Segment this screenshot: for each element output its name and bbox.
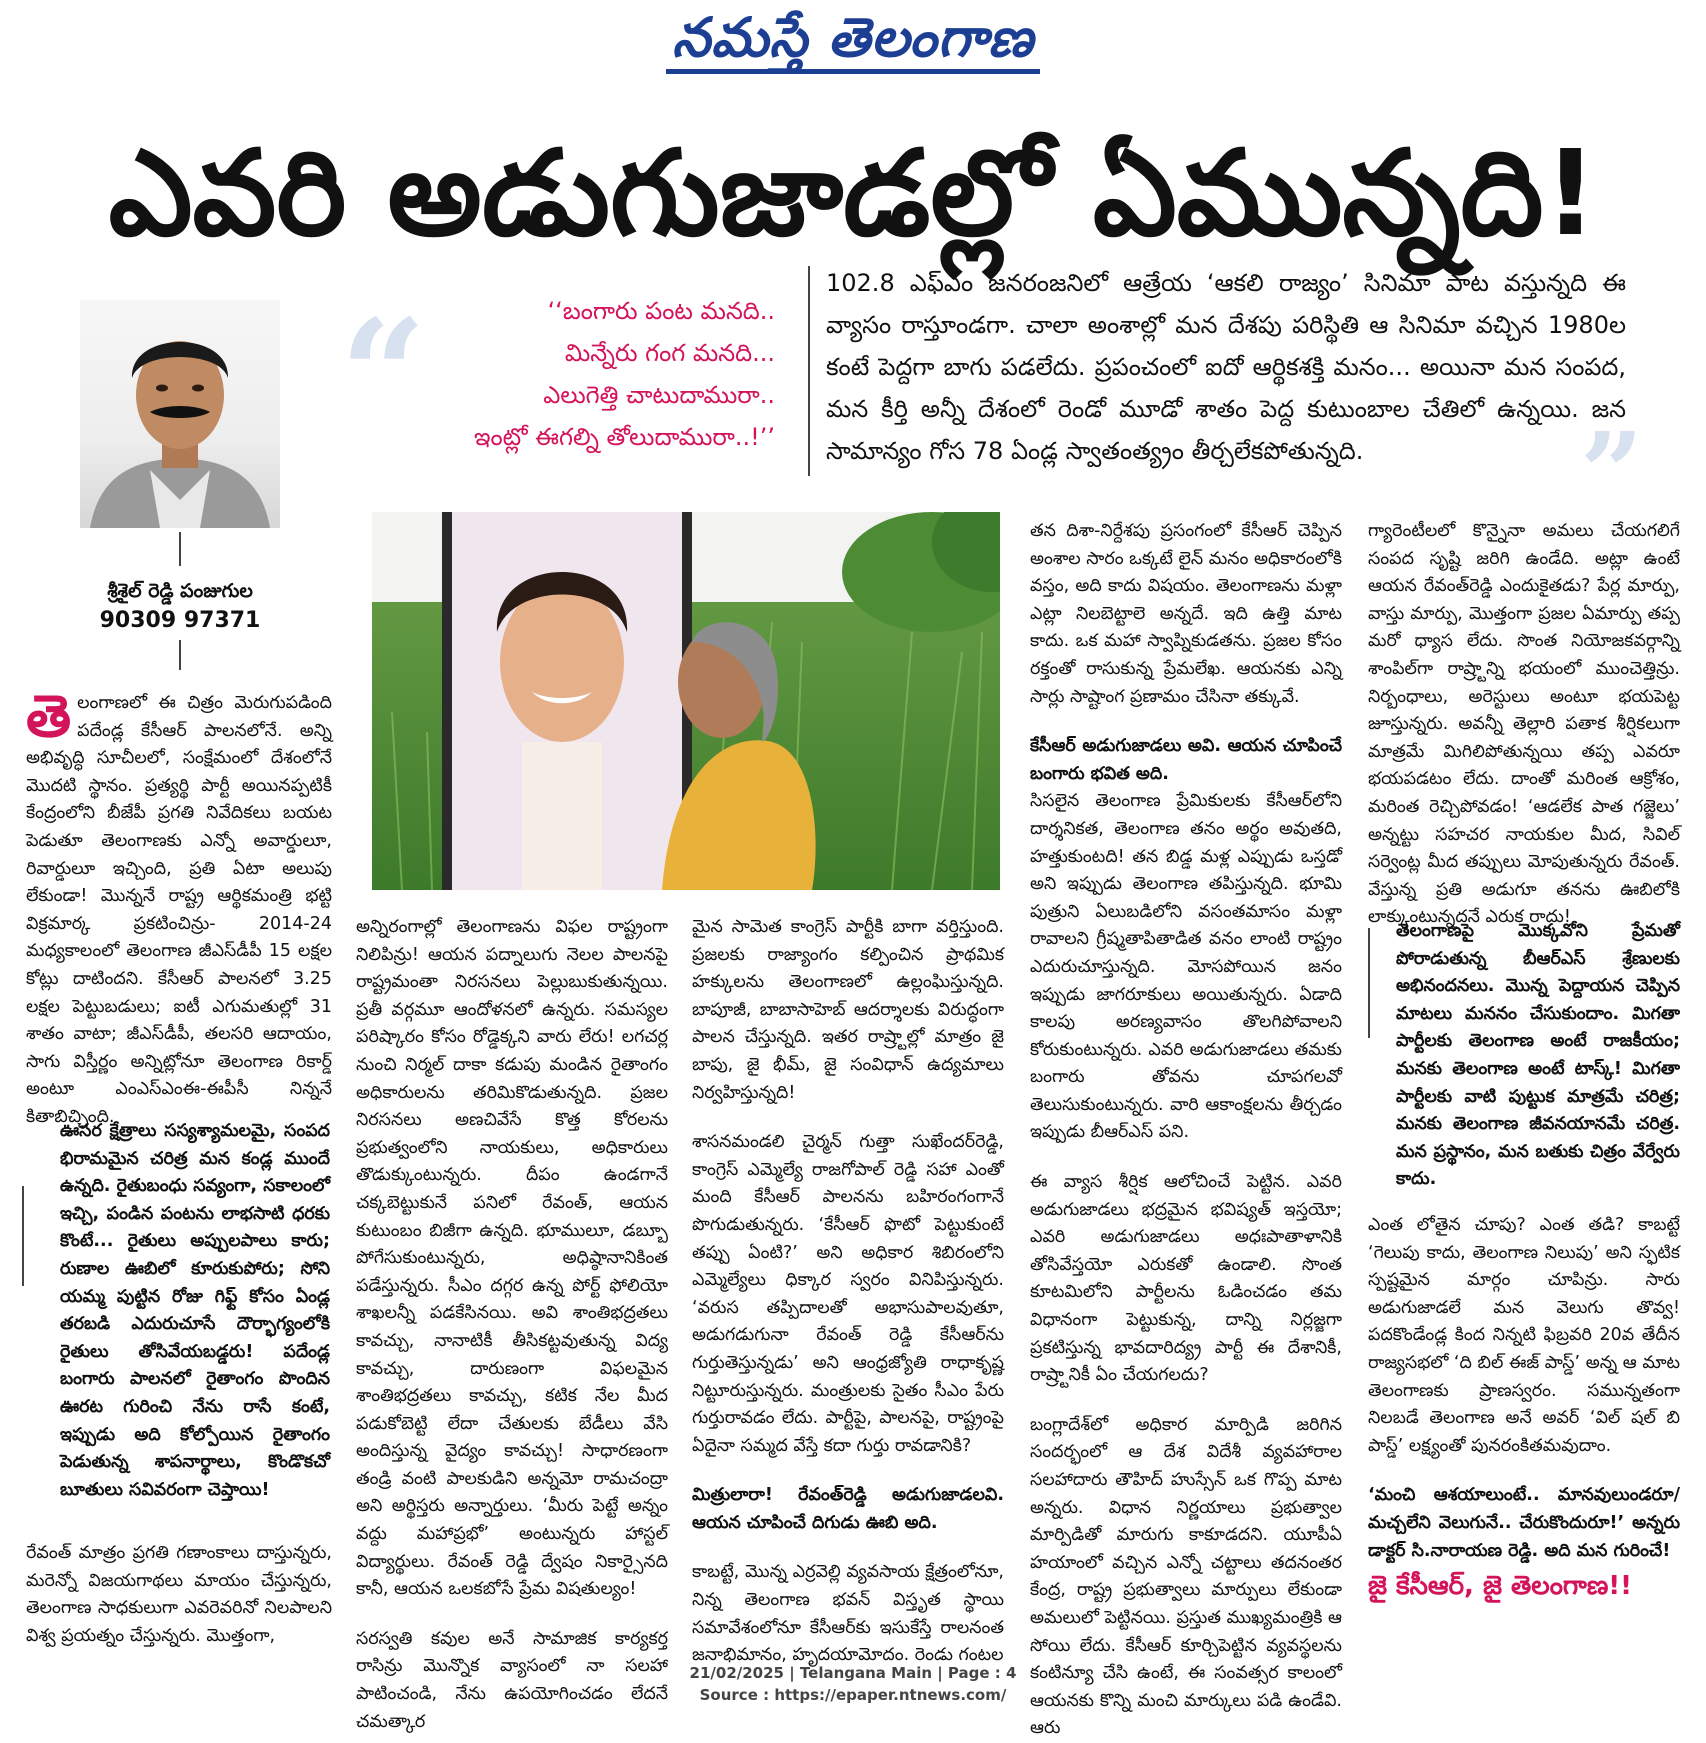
paragraph: కాబట్టే, మొన్న ఎర్రవెల్లి వ్యవసాయ క్షేత్రంలోనూ, నిన్న తెలంగాణ భవన్ విస్తృత స్థాయి సమావేశంలోనూ కేసీఆర్‌కు ఇసుకేస్తే రాలనంత జనాభిమానం, హృదయామోదం. రెండు గంటల [692, 1562, 1004, 1666]
paragraph: సిసలైన తెలంగాణ ప్రేమికులకు కేసీఆర్‌లోని దార్శనికత, తెలంగాణ తనం అర్థం అవుతది, హత్తుకుంటది! తన బిడ్డ మళ్ల ఎప్పుడు ఒస్తడో అని ఇప్పుడు తెలంగాణ తపిస్తున్నది. భూమి పుత్రుని ఏలుబడిలోని వసంతమాసం మళ్లా రావాలని గ్రీష్మతాపితాడిత వనం లాంటి రాష్ట్రం ఎదురుచూస్తున్నది. మోసపోయిన జనం ఇప్పుడు జాగరూకులు అయితున్నరు. ఏడాది కాలపు అరణ్యవాసం తొలగిపోవాలని కోరుకుంటున్నరు. ఎవరి అడుగుజాడలు తమకు బంగారు తోవను చూపగలవో తెలుసుకుంటున్నరు. వారి ఆకాంక్షలను తీర్చడం ఇప్పుడు బీఆర్‌ఎస్ పని. [1030, 791, 1342, 1143]
column-2 [356, 914, 668, 1736]
column-3 [692, 914, 1004, 1670]
pull-quote-poem [440, 290, 775, 458]
column-1-continued [26, 1540, 332, 1650]
paragraph: మైన సామెత కాంగ్రెస్ పార్టీకి బాగా వర్తిస్తుంది. ప్రజలకు రాజ్యాంగం కల్పించిన ప్రాథమిక హక్కులను తెలంగాణలో ఉల్లంఘిస్తున్నది. బాపూజీ, బాబాసాహెబ్ ఆదర్శాలకు విరుద్ధంగా పాలన చేస్తున్నది. ఇతర రాష్ర్టాల్లో మాత్రం జై బాపు, జై భీమ్, జై సంవిధాన్ ఉద్యమాలు నిర్వహిస్తున్నది! [692, 917, 1004, 1103]
author-portrait-icon [80, 300, 280, 528]
divider [179, 640, 181, 670]
column-1 [26, 682, 332, 1132]
paragraph: సరస్వతి కవుల అనే సామాజిక కార్యకర్త రాసిన్రు మొన్నొక వ్యాసంలో నా సలహా పాటించండి, నేను ఉపయోగించడం లేదనే చమత్కార [356, 1628, 668, 1732]
paragraph: అన్నిరంగాల్లో తెలంగాణను విఫల రాష్ట్రంగా నిలిపిన్రు! ఆయన పద్నాలుగు నెలల పాలనపై రాష్ట్రమంతా నిరసనలు పెల్లుబుకుతున్నయి. ప్రతీ వర్గమూ ఆందోళనలో ఉన్నరు. సమస్యల పరిష్కారం కోసం రోడ్డెక్కని వారు లేరు! లగచర్ల నుంచి నిర్మల్ దాకా కడుపు మండిన రైతాంగం అధికారులను తరిమికొడుతున్నది. ప్రజల నిరసనలు అణచివేసే కొత్త కోరలను ప్రభుత్వంలోని నాయకులు, అధికారులు తొడుక్కుంటున్నరు. దీపం ఉండగానే చక్కబెట్టుకునే పనిలో రేవంత్, ఆయన కుటుంబం బిజీగా ఉన్నది. భూములూ, డబ్బూ పోగేసుకుంటున్నరు, అధిష్ఠానానికింత పడేస్తున్నరు. సీఎం దగ్గర ఉన్న పోర్ట్ ఫోలియో శాఖలన్నీ పడకేసినయి. అవి శాంతిభద్రతలు కావచ్చు, నానాటికీ తీసికట్టవుతున్న విద్య కావచ్చు, దారుణంగా విఫలమైన శాంతిభద్రతలు కావచ్చు, కటిక నేల మీద పడుకోబెట్టి లేదా చేతులకు బేడీలు వేసి అందిస్తున్న వైద్యం కావచ్చు! సాధారణంగా తండ్రి వంటి పాలకుడిని అన్నమో రామచంద్రా అని అర్థిస్తరు అన్నార్తులు. ‘మీరు పెట్టే అన్నం వద్దు మహాప్రభో’ అంటున్నరు హాస్టల్ విద్యార్థులు. రేవంత్ రెడ్డి ద్వేషం నికార్సైనది కానీ, ఆయన ఒలకబోసే ప్రేమ విషతుల్యం! [356, 917, 668, 1600]
close-quote-icon: ” [1580, 408, 1644, 537]
poem-line: మిన్నేరు గంగ మనది... [564, 339, 775, 367]
paragraph [26, 682, 332, 1132]
paragraph-text: లంగాణలో ఈ చిత్రం మెరుగుపడింది పదేండ్ల కేసీఆర్ పాలనలోనే. అన్ని అభివృద్ధి సూచీలలో, సంక్షేమంలో దేశంలోనే మొదటి స్థానం. ప్రత్యర్థి పార్టీ అయినప్పటికీ కేంద్రంలోని బీజేపీ ప్రగతి నివేదికలు బయట పెడుతూ తెలంగాణకు ఎన్నో అవార్డులూ, రివార్డులూ ఇచ్చింది, ప్రతి ఏటా అలుపు లేకుండా! మొన్ననే రాష్ట్ర ఆర్థికమంత్రి భట్టి విక్రమార్క ప్రకటించిన్రు- 2014-24 మధ్యకాలంలో తెలంగాణ జీఎస్‌డీపీ 15 లక్షల కోట్లు దాటిందని. కేసీఆర్ పాలనలో 3.25 లక్షల పెట్టుబడులు; ఐటీ ఎగుమతుల్లో 31 శాతం వాటా; జీఎస్‌డీపీ, తలసరి ఆదాయం, సాగు విస్తీర్ణం అన్నిట్లోనూ తెలంగాణ రికార్డ్ అంటూ ఎంఎస్‌ఎంఈ-ఈపీసీ నిన్ననే కితాబిచ్చింది. [26, 693, 332, 1127]
woman-with-portrait-image [372, 512, 1000, 890]
pull-quote: ఊసర క్షేత్రాలు సస్యశ్యామలమై, సంపద భిరామమైన చరిత్ర మన కండ్ల ముందే ఉన్నది. రైతుబంధు సవ్యంగా, సకాలంలో ఇచ్చి, పండిన పంటను లాభసాటి ధరకు కొంటే... రైతులు అప్పులపాలు కారు; రుణాల ఊబిలో కూరుకుపోరు; సోని యమ్మ పుట్టిన రోజు గిఫ్ట్ కోసం ఏండ్ల తరబడి ఎదురుచూసే దౌర్భాగ్యంలోకి రైతులు తోసివేయబడ్డరు! పదేండ్ల బంగారు పాలనలో రైతాంగం పొందిన ఊరట గురించి నేను రాసే కంటే, ఇప్పుడు అది కోల్పోయిన రైతాంగం పెడుతున్న శాపనార్థాలు, కొండొకచో బూతులు సవివరంగా చెప్తాయి! [60, 1121, 330, 1500]
slogan: జై కేసీఆర్, జై తెలంగాణ!! [1368, 1571, 1633, 1602]
footer-date-page: 21/02/2025 | Telangana Main | Page : 4 [689, 1664, 1017, 1682]
paragraph: గ్యారెంటీలలో కొన్నైనా అమలు చేయగలిగే సంపద సృష్టి జరిగి ఉండేది. అట్లా ఉంటే ఆయన రేవంత్‌రెడ్డి ఎందుకైతడు? పేర్ల మార్పు, వాస్తు మార్పు, మొత్తంగా ప్రజల ఏమార్పు తప్ప మరో ధ్యాస లేదు. సొంత నియోజకవర్గాన్ని శాంపిల్‌గా రాష్ర్టాన్ని భయంలో ముంచెత్తిన్రు. నిర్బంధాలు, అరెస్టులు అంటూ భయపెట్ట జూస్తున్నరు. అవన్నీ తెల్లారి పతాక శీర్షికలుగా మాత్రమే మిగిలిపోతున్నయి తప్ప ఎవరూ భయపడటం లేదు. దాంతో మరింత ఆక్రోశం, మరింత రెచ్చిపోవడం! ‘ఆడలేక పాత గజ్జెలు’ అన్నట్టు సహచర నాయకుల మీద, సివిల్ సర్వెంట్ల మీద తప్పులు మోపుతున్నరు రేవంత్. వేస్తున్న ప్రతి అడుగూ తనను ఊబిలోకి లాక్కుంటున్నదనే ఎరుక రాదు! [1368, 521, 1680, 928]
intro-paragraph: 102.8 ఎఫ్‌ఎం జనరంజనిలో ఆత్రేయ ‘ఆకలి రాజ్యం’ సినిమా పాట వస్తున్నది ఈ వ్యాసం రాస్తూండగా. చాలా అంశాల్లో మన దేశపు పరిస్థితి ఆ సినిమా వచ్చిన 1980ల కంటే పెద్దగా బాగు పడలేదు. ప్రపంచంలో ఐదో ఆర్థికశక్తి మనం... అయినా మన సంపద, మన కీర్తి అన్నీ దేశంలో రెండో మూడో శాతం పెద్ద కుటుంబాల చేతిలో ఉన్నయి. జన సామాన్యం గోస 78 ఏండ్ల స్వాతంత్య్రం తీర్చలేకపోతున్నది. [826, 269, 1626, 465]
poem-line: ఇంట్లో ఈగల్ని తోలుదామురా..!’’ [473, 423, 775, 451]
paragraph: ఈ వ్యాస శీర్షిక ఆలోచించే పెట్టిన. ఎవరి అడుగుజాడలు భద్రమైన భవిష్యత్ ఇస్తయో; ఎవరి అడుగుజాడలు అధఃపాతాళానికి తోసివేస్తయో ఎరుకతో ఉండాలి. సొంత కూటమిలోని పార్టీలను ఓడించడం తమ విధానంగా పెట్టుకున్న, దాన్ని నిర్లజ్జగా ప్రకటిస్తున్న భావదారిద్య్ర పార్టీ ఈ దేశానికీ, రాష్ర్టానికీ ఏం చేయగలదు? [1030, 1172, 1342, 1386]
subheading: కేసీఆర్ అడుగుజాడలు అవి. ఆయన చూపించే బంగారు భవిత అది. [1030, 736, 1342, 784]
open-quote-icon: “ [340, 287, 427, 463]
paragraph: శాసనమండలి చైర్మన్ గుత్తా సుఖేందర్‌రెడ్డి, కాంగ్రెస్ ఎమ్మెల్యే రాజగోపాల్ రెడ్డి సహా ఎంతో మంది కేసీఆర్ పాలనను బహిరంగంగానే పొగుడుతున్నరు. ‘కేసీఆర్ ఫొటో పెట్టుకుంటే తప్పు ఏంటి?’ అని అధికార శిబిరంలోని ఎమ్మెల్యేలు ధిక్కార స్వరం వినిపిస్తున్నరు. ‘వరుస తప్పిదాలతో అభాసుపాలవుతూ, అడుగడుగునా రేవంత్ రెడ్డి కేసీఆర్‌ను గుర్తుతెస్తున్నడు’ అని ఆంధ్రజ్యోతి రాధాకృష్ణ నిట్టూరుస్తున్నరు. మంత్రులకు సైతం సీఎం పేరు గుర్తురావడం లేదు. పార్టీపై, పాలనపై, రాష్ట్రంపై ఏదైనా సమ్మద వేస్తే కదా గుర్తు రావడానికి? [692, 1132, 1004, 1456]
paragraph: తన దిశా-నిర్దేశపు ప్రసంగంలో కేసీఆర్ చెప్పిన అంశాల సారం ఒక్కటే లైన్ మనం అధికారంలోకి వస్తం, అది కాదు విషయం. తెలంగాణను మళ్లా ఎట్లా నిలబెట్టాలె అన్నదే. ఇది ఉత్తి మాట కాదు. ఒక మహా స్వాప్నికుడతను. ప్రజల కోసం రక్తంతో రాసుకున్న ప్రేమలేఖ. ఆయనకు ఎన్ని సార్లు సాష్టాంగ ప్రణామం చేసినా తక్కువే. [1030, 521, 1342, 707]
author-phone: 90309 97371 [99, 608, 261, 633]
column-4 [1030, 518, 1342, 1743]
author-photo [80, 300, 280, 528]
column-5-continued [1368, 1212, 1680, 1601]
paragraph: బంగ్లాదేశ్‌లో అధికార మార్పిడి జరిగిన సందర్భంలో ఆ దేశ విదేశీ వ్యవహారాల సలహాదారు తౌహిద్ హుస్సేన్ ఒక గొప్ప మాట అన్నరు. విధాన నిర్ణయాలు ప్రభుత్వాల మార్పిడితో మారుగు కాకూడదని. యూపీఏ హయాంలో వచ్చిన ఎన్నో చట్టాలు తదనంతర కేంద్ర, రాష్ట్ర ప్రభుత్వాలు మార్పులు లేకుండా అమలులో పెట్టినయి. ప్రస్తుత ముఖ్యమంత్రికి ఆ సోయి లేదు. కేసీఆర్ కూర్చిపెట్టిన వ్యవస్థలను కంటిన్యూ చేసి ఉంటే, ఈ సంవత్సర కాలంలో ఆయనకు కొన్ని మంచి మార్కులు పడి ఉండేవి. ఆరు [1030, 1414, 1342, 1739]
dropcap: తె [26, 682, 72, 750]
author-name: శ్రీశైల్ రెడ్డి పంజుగుల [107, 580, 253, 602]
poem-line: ఎలుగెత్తి చాటుదామురా.. [543, 381, 775, 409]
masthead [0, 6, 1706, 86]
poem-line: ‘‘బంగారు పంట మనది.. [547, 297, 775, 325]
divider [179, 532, 181, 566]
footer-source: Source : https://epaper.ntnews.com/ [699, 1686, 1007, 1704]
divider [1368, 928, 1370, 1038]
divider [808, 266, 810, 476]
headline: ఎవరి అడుగుజాడల్లో ఏమున్నది! [108, 124, 1598, 262]
masthead-title: నమస్తే తెలంగాణ [666, 6, 1040, 74]
pull-quote: తెలంగాణపై మొక్కవోని ప్రేమతో పోరాడుతున్న బీఆర్‌ఎస్ శ్రేణులకు అభినందనలు. మొన్న పెద్దాయన చెప్పిన మాటలు మననం చేసుకుందాం. మిగతా పార్టీలకు తెలంగాణ అంటే రాజకీయం; మనకు తెలంగాణ అంటే టాస్క్! మిగతా పార్టీలకు వాటి పుట్టుక మాత్రమే చరిత్ర; మనకు తెలంగాణ జీవనయానమే చరిత్ర. మన ప్రస్థానం, మన బతుకు చిత్రం వేర్వేరు కాదు. [1396, 921, 1680, 1190]
divider [22, 1186, 24, 1286]
closing-quote: ‘మంచి ఆశయాలుంటే.. మానవులుండరూ/ మచ్చలేని వెలుగునే.. చేరుకొందురూ!’ అన్నరు డాక్టర్ సి.నారాయణ రెడ్డి. అది మన గురించే! [1368, 1485, 1680, 1561]
main-photo [372, 512, 1000, 890]
column-5 [1368, 518, 1680, 932]
paragraph: రేవంత్ మాత్రం ప్రగతి గణాంకాలు దాస్తున్నరు, మరెన్నో విజయగాథలు మాయం చేస్తున్నరు, తెలంగాణ సాధకులుగా ఎవరెవరినో నిలపాలని విశ్వ ప్రయత్నం చేస్తున్నరు. మొత్తంగా, [26, 1543, 332, 1646]
paragraph: ఎంత లోతైన చూపు? ఎంత తడి? కాబట్టే ‘గెలుపు కాదు, తెలంగాణ నిలుపు’ అని స్ఫటిక స్పష్టమైన మార్గం చూపిన్రు. సారు అడుగుజాడలే మన వెలుగు తొవ్వ! పదకొండేండ్ల కింద నిన్నటి ఫిబ్రవరి 20వ తేదీన రాజ్యసభలో ‘ది బిల్ ఈజ్ పాస్డ్’ అన్న ఆ మాట తెలంగాణకు ప్రాణస్వరం. సమున్నతంగా నిలబడే తెలంగాణ అనే అవర్ ‘విల్ షల్ బి పాస్డ్’ లక్ష్యంతో పునరంకితమవుదాం. [1368, 1215, 1680, 1456]
subheading: మిత్రులారా! రేవంత్‌రెడ్డి అడుగుజాడలవి. ఆయన చూపించే దిగుడు ఊబి అది. [692, 1485, 1004, 1533]
